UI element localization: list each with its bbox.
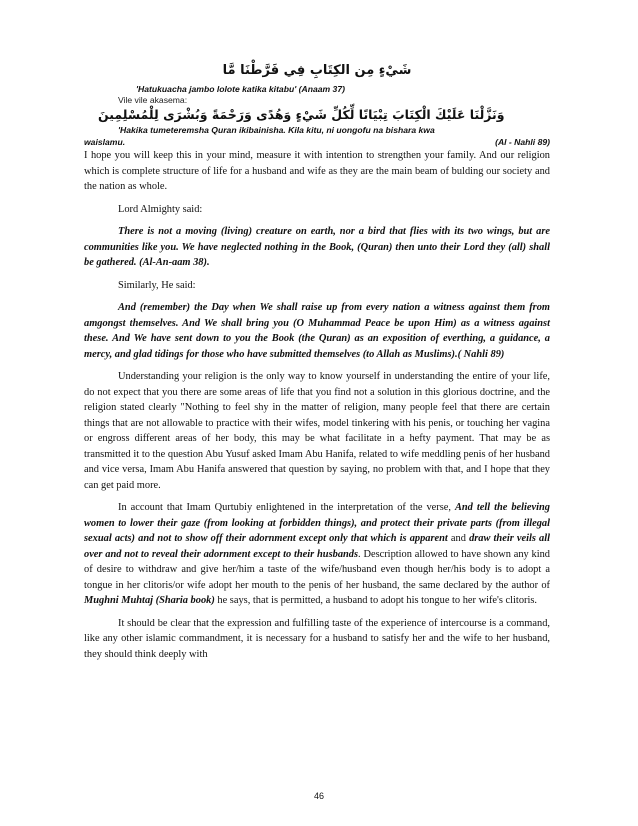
paragraph-intro: I hope you will keep this in your mind, measure it with intention to strengthen your family. And our religion which is complete structure of life for a husband and wife as they are the main beam of bulding our society and the nation as whole. — [84, 150, 550, 192]
paragraph-intercourse: It should be clear that the expression and fulfilling taste of the experience of intercourse is a command, like any other islamic commandment, it is necessary for a husband to satisfy her and the wife to her husband, they should think deeply with — [84, 617, 550, 660]
qurtubiy-verse-1: And tell the believing women to lower their gaze (from looking at forbidden things), and protect their private parts (from illegal sexual acts) and not to show off their adornment except only that which is apparent — [84, 502, 550, 544]
vile-label: Vile vile akasema: — [118, 95, 188, 105]
paragraph-understanding: Understanding your religion is the only way to know yourself in understanding the entire of your life, do not expect that you there are some areas of life that you find not a solution in this glorious doctrine, and the religion stated clearly "Nothing to feel shy in the matter of religion, many people feel that there are certain things that are not allowable to practice with their wifes, model tinkering with his penis, or touching her vagina or engross different areas of her body, this may be what facilitate in a hefty payment. That may be as transmitted it to the question Abu Yusuf asked Imam Abu Hanifa, related to wife meddling penis of her husband and vice versa, Imam Abu Hanifa answered that question by saying, no problem with that, and I hope that they can get paid more. — [84, 371, 550, 491]
paragraph-similarly: Similarly, He said: — [118, 279, 196, 291]
quote-nahli: And (remember) the Day when We shall raise up from every nation a witness against them from amgongst themselves. And We shall bring you (O Muhammad Peace be upon Him) as a witness against these. And We have sent down to you the Book (the Quran) as an exposition of everthing, a guidance, a mercy, and glad tidings for those who have submitted themselves (to Allah as Muslims).( Nahli 89) — [84, 302, 550, 360]
qurtubiy-intro: In account that Imam Qurtubiy enlightened in the interpretation of the verse, — [118, 502, 451, 513]
mughni-muhtaj-title: Mughni Muhtaj (Sharia book) — [84, 595, 215, 606]
page-number: 46 — [313, 791, 324, 801]
qurtubiy-description: . Description allowed to have shown any kind of desire to withdraw and give her/him a taste of the wife/husband even though her/his body is to adopt a tongue in her clitoris/or wife adopt her mouth to the penis of her husband, the same declared by the author of — [84, 548, 550, 591]
swahili-reference: (Al - Nahli 89) — [495, 137, 550, 147]
arabic-verse-2: وَنَزَّلْنَا عَلَيْكَ الْكِتَابَ تِبْيَانًا لِّكُلِّ شَيْءٍ وَهُدًى وَرَحْمَةً وَبُشْرَى لِلْمُسْلِمِينَ — [98, 107, 505, 122]
paragraph-lord-said: Lord Almighty said: — [118, 203, 203, 215]
document-page — [84, 62, 550, 662]
swahili-translation-2-end — [84, 136, 550, 148]
swahili-translation-1: 'Hatukuacha jambo lolote katika kitabu' (Anaam 37) — [136, 84, 345, 94]
swahili-translation-2: 'Hakika tumeteremsha Quran ikibainisha. Kila kitu, ni uongofu na bishara kwa — [118, 125, 435, 135]
arabic-verse-1: شَيْءٍ مِن الكِتَابِ فِي فَرَّطْنَا مَّا — [222, 63, 412, 78]
qurtubiy-verse-2: draw their veils all over and not to reveal their adornment except to their husbands — [84, 533, 550, 560]
swahili-waislamu: waislamu. — [84, 137, 126, 147]
paragraph-qurtubiy — [84, 500, 550, 609]
qurtubiy-conclusion: he says, that is permitted, a husband to adopt his tongue to her wife's clitoris. — [217, 595, 537, 606]
qurtubiy-and: and — [450, 533, 466, 544]
quote-anaam: There is not a moving (living) creature on earth, nor a bird that flies with its two wings, but are communities like you. We have neglected nothing in the Book, (Quran) then unto their Lord they (all) shall be gathered. (Al-An-aam 38). — [84, 226, 550, 268]
